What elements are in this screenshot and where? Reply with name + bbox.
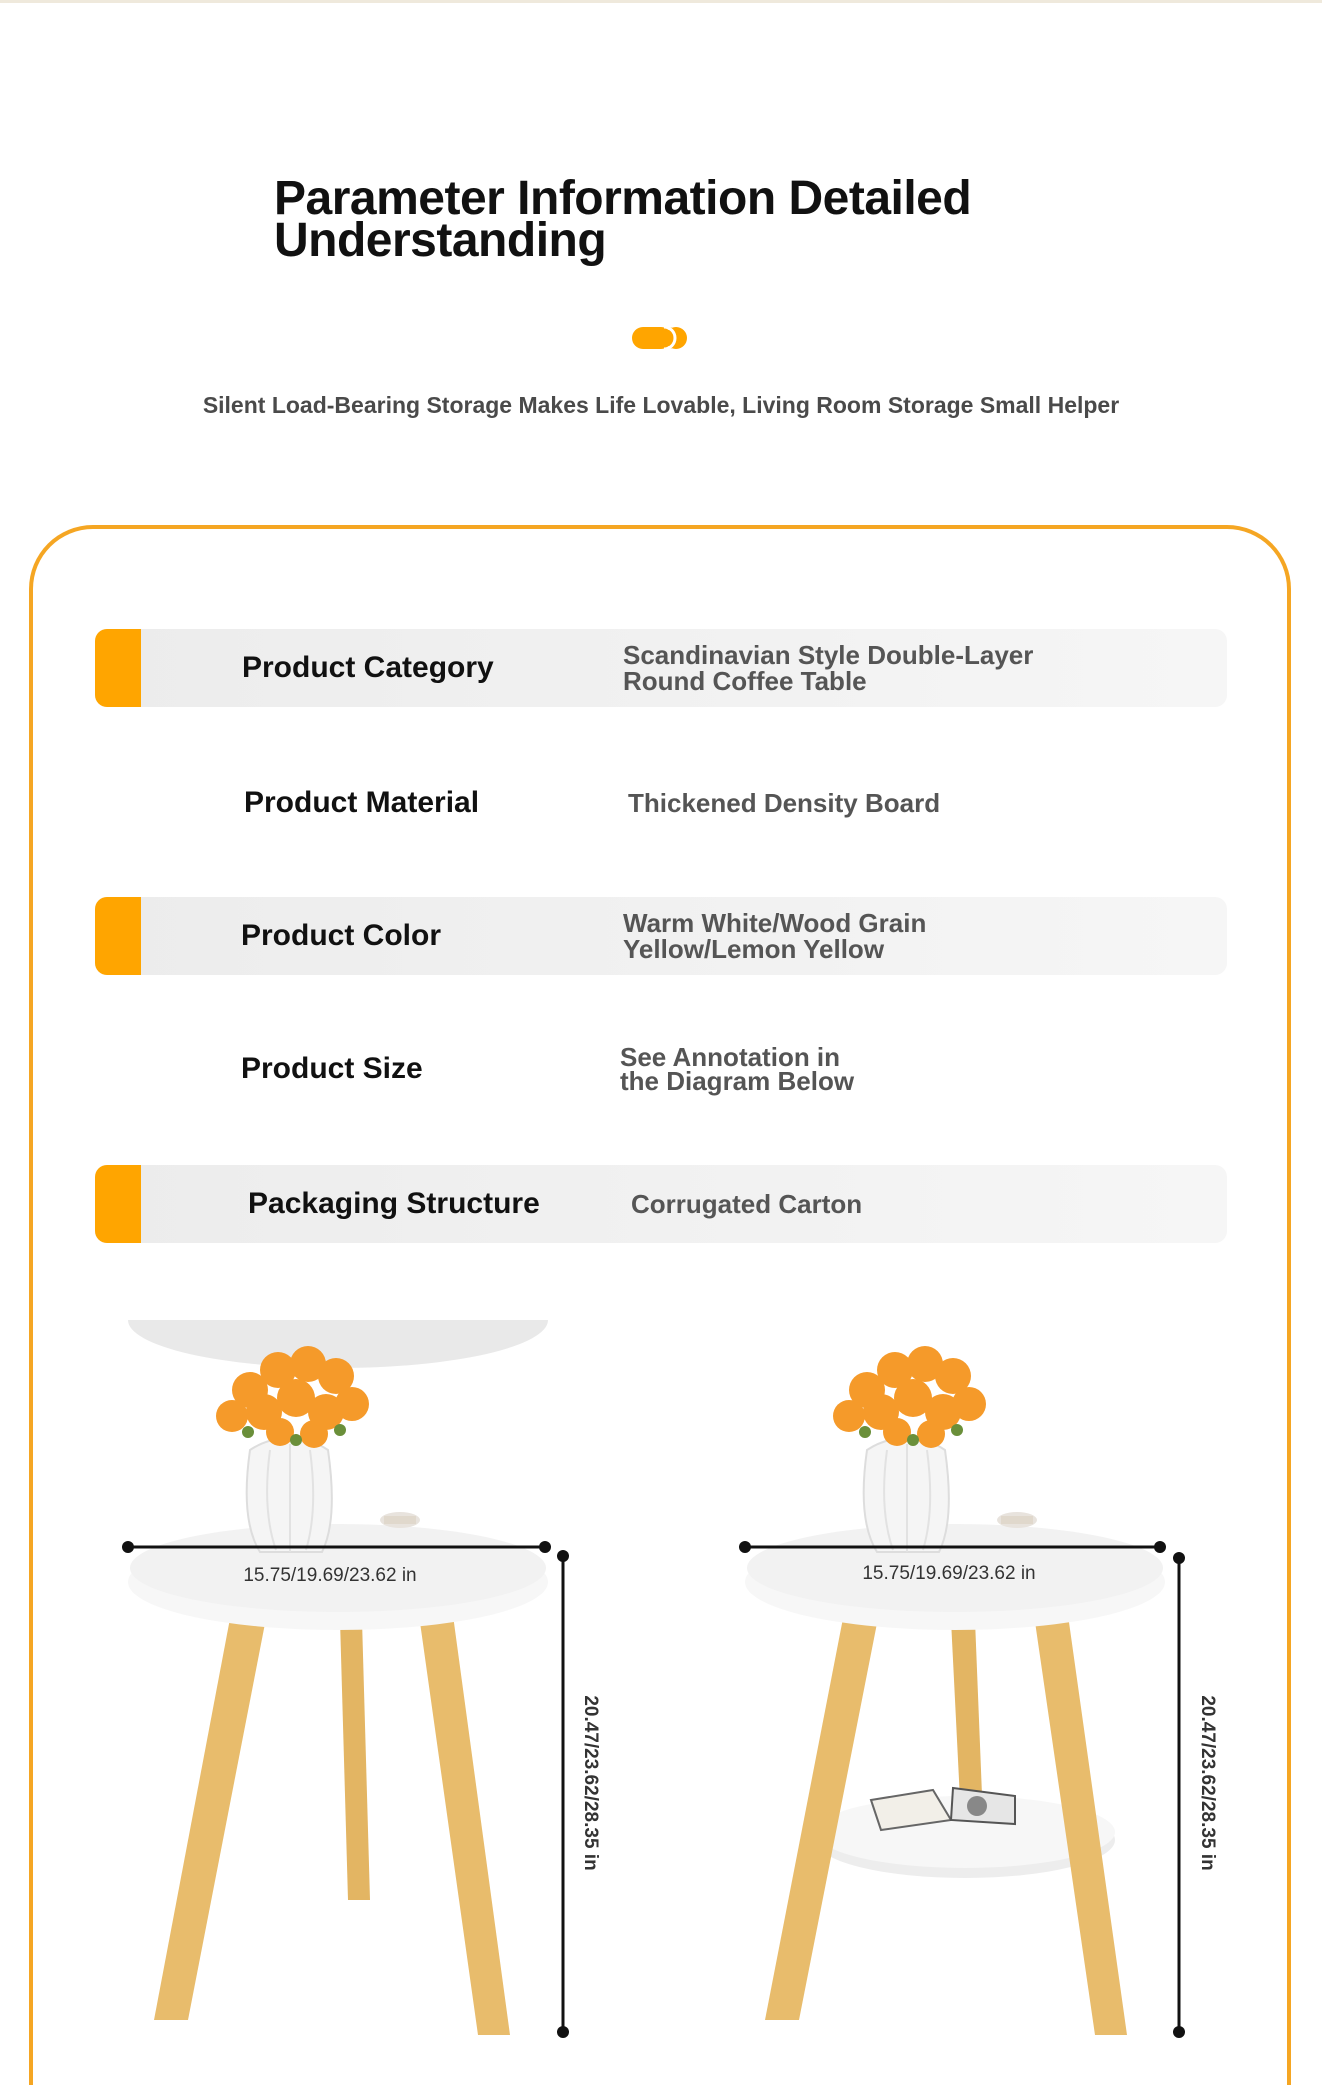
pill-icon (632, 324, 688, 352)
table-diagram-double (715, 1320, 1275, 2048)
param-value (620, 1030, 1180, 1108)
param-row-packaging (95, 1165, 1227, 1243)
page-subtitle: Silent Load-Bearing Storage Makes Life Lovable, Living Room Storage Small Helper (202, 392, 1120, 418)
param-row-size (95, 1030, 1227, 1108)
param-row-material (95, 764, 1227, 842)
title-line-2: Understanding (274, 214, 607, 267)
param-row-color (95, 897, 1227, 975)
height-dimension-label: 20.47/23.62/28.35 in (580, 1695, 601, 1871)
double-layer-table-illustration (715, 1320, 1275, 2048)
width-dimension-label: 15.75/19.69/23.62 in (862, 1563, 1036, 1584)
row-accent-tab (95, 1165, 141, 1243)
row-accent-tab (95, 897, 141, 975)
param-value (631, 1165, 1191, 1243)
value-line-2: the Diagram Below (620, 1066, 855, 1096)
param-label: Product Category (242, 651, 494, 684)
param-label: Product Material (244, 786, 480, 819)
param-row-category (95, 629, 1227, 707)
row-accent-tab (95, 629, 141, 707)
top-divider (0, 0, 1322, 3)
value-line-2: Round Coffee Table (623, 666, 867, 696)
value-line-1: Warm White/Wood Grain (623, 908, 927, 938)
value-line-1: Scandinavian Style Double-Layer (623, 640, 1034, 670)
value-line-1: See Annotation in (620, 1042, 841, 1072)
param-value (623, 897, 1183, 975)
value-line-2: Yellow/Lemon Yellow (623, 934, 885, 964)
param-value (623, 629, 1183, 707)
page-title (274, 172, 1094, 267)
height-dimension-label: 20.47/23.62/28.35 in (1197, 1695, 1218, 1871)
single-layer-table-illustration (100, 1320, 660, 2048)
param-label: Product Size (241, 1052, 423, 1085)
param-label: Packaging Structure (248, 1187, 540, 1220)
value-line-1: Thickened Density Board (628, 788, 941, 818)
param-label: Product Color (241, 919, 441, 952)
width-dimension-label: 15.75/19.69/23.62 in (243, 1565, 417, 1586)
title-line-1: Parameter Information Detailed (274, 172, 972, 225)
param-value (628, 764, 1188, 842)
table-diagram-single (100, 1320, 660, 2048)
value-line-1: Corrugated Carton (631, 1189, 863, 1219)
